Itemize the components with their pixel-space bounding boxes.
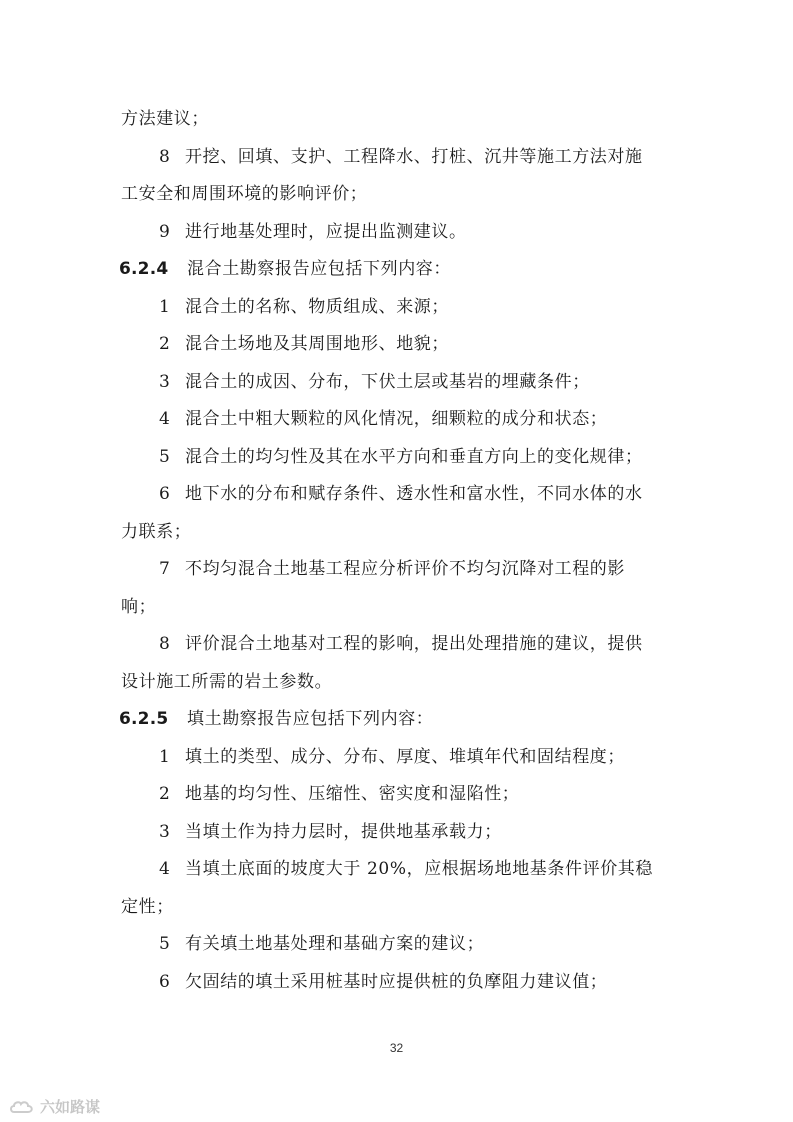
list-item	[159, 297, 449, 317]
watermark-text: 六如路谋	[40, 1098, 101, 1116]
item-number: 6	[159, 484, 171, 504]
page-number: 32	[389, 1041, 404, 1055]
line-text: 力联系；	[121, 522, 192, 542]
item-text: 欠固结的填土采用桩基时应提供桩的负摩阻力建议值；	[185, 972, 608, 992]
list-item	[159, 934, 484, 954]
list-item	[159, 822, 502, 842]
text-line	[121, 522, 191, 542]
item-number: 8	[159, 147, 171, 167]
item-number: 1	[159, 747, 171, 767]
item-number: 9	[159, 222, 171, 242]
item-number: 4	[159, 409, 171, 429]
section-number: 6.2.4	[119, 259, 169, 279]
section-number: 6.2.5	[119, 709, 169, 729]
item-number: 5	[159, 934, 171, 954]
text-line	[121, 897, 174, 917]
item-text: 混合土的成因、分布，下伏土层或基岩的埋藏条件；	[185, 372, 590, 392]
item-number: 3	[159, 822, 171, 842]
item-text: 混合土的名称、物质组成、来源；	[185, 297, 449, 317]
item-text: 混合土的均匀性及其在水平方向和垂直方向上的变化规律；	[185, 447, 643, 467]
line-text: 响；	[121, 597, 157, 617]
item-text: 当填土底面的坡度大于 20%，应根据场地地基条件评价其稳	[185, 859, 653, 879]
watermark	[8, 1096, 100, 1117]
item-text: 混合土场地及其周围地形、地貌；	[185, 334, 449, 354]
list-item	[159, 747, 625, 767]
item-text: 进行地基处理时，应提出监测建议。	[185, 222, 467, 242]
line-text: 定性；	[121, 897, 174, 917]
line-text: 方法建议；	[121, 109, 209, 129]
list-item	[159, 147, 643, 167]
item-number: 6	[159, 972, 171, 992]
item-number: 8	[159, 634, 171, 654]
list-item	[159, 484, 643, 504]
item-text: 评价混合土地基对工程的影响，提出处理措施的建议，提供	[185, 634, 643, 654]
item-number: 5	[159, 447, 171, 467]
text-line	[121, 184, 367, 204]
item-text: 填土的类型、成分、分布、厚度、堆填年代和固结程度；	[185, 747, 625, 767]
item-text: 混合土中粗大颗粒的风化情况，细颗粒的成分和状态；	[185, 409, 608, 429]
list-item	[159, 447, 643, 467]
list-item	[159, 859, 653, 879]
item-text: 地下水的分布和赋存条件、透水性和富水性，不同水体的水	[185, 484, 643, 504]
cloud-logo-icon	[8, 1098, 36, 1116]
item-number: 2	[159, 784, 171, 804]
item-number: 2	[159, 334, 171, 354]
item-text: 当填土作为持力层时，提供地基承载力；	[185, 822, 502, 842]
item-text: 有关填土地基处理和基础方案的建议；	[185, 934, 485, 954]
section-heading	[119, 259, 451, 279]
list-item	[159, 784, 519, 804]
item-text: 不均匀混合土地基工程应分析评价不均匀沉降对工程的影	[185, 559, 625, 579]
line-text: 工安全和周围环境的影响评价；	[121, 184, 368, 204]
list-item	[159, 634, 643, 654]
section-heading	[119, 709, 433, 729]
item-number: 1	[159, 297, 171, 317]
line-text: 设计施工所需的岩土参数。	[121, 672, 333, 692]
text-line	[121, 597, 156, 617]
item-number: 7	[159, 559, 171, 579]
section-text: 混合土勘察报告应包括下列内容：	[187, 259, 451, 279]
item-number: 3	[159, 372, 171, 392]
list-item	[159, 559, 625, 579]
item-text: 开挖、回填、支护、工程降水、打桩、沉井等施工方法对施	[185, 147, 643, 167]
item-number: 4	[159, 859, 171, 879]
list-item	[159, 334, 449, 354]
list-item	[159, 372, 590, 392]
list-item	[159, 972, 607, 992]
text-line	[121, 672, 332, 692]
item-text: 地基的均匀性、压缩性、密实度和湿陷性；	[185, 784, 520, 804]
section-text: 填土勘察报告应包括下列内容：	[187, 709, 434, 729]
text-line	[121, 109, 209, 129]
list-item	[159, 222, 467, 242]
list-item	[159, 409, 607, 429]
